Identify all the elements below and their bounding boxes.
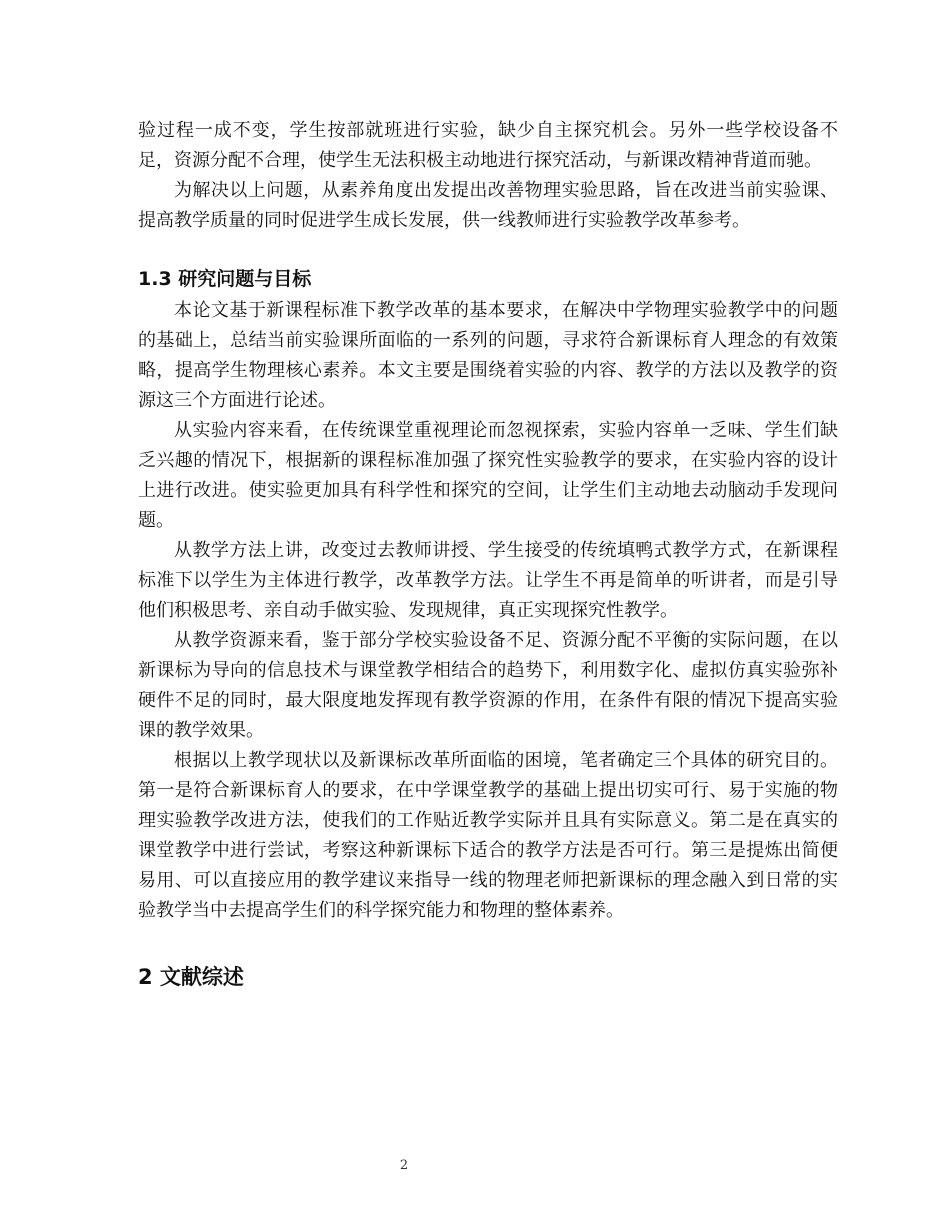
section-1-3-paragraph-5: 根据以上教学现状以及新课标改革所面临的困境，笔者确定三个具体的研究目的。第一是符合新课标育人的要求，在中学课堂教学的基础上提出切实可行、易于实施的物理实验教学改进方法，使我们的工作贴近教学实际并且具有实际意义。第二是在真实的课堂教学中进行尝试，考察这种新课标下适合的教学方法是否可行。第三是提炼出简便易用、可以直接应用的教学建议来指导一线的物理老师把新课标的理念融入到日常的实验教学当中去提高学生们的科学探究能力和物理的整体素养。 [138, 750, 838, 921]
section-heading-2: 2 文献综述 [138, 965, 244, 989]
intro-paragraph-2: 为解决以上问题，从素养角度出发提出改善物理实验思路，旨在改进当前实验课、提高教学质量的同时促进学生成长发展，供一线教师进行实验教学改革参考。 [138, 180, 838, 231]
section-heading-1-3: 1.3 研究问题与目标 [138, 268, 312, 290]
document-body [138, 116, 838, 992]
page-number: 2 [399, 1158, 409, 1173]
section-1-3-paragraph-3: 从教学方法上讲，改变过去教师讲授、学生接受的传统填鸭式教学方式，在新课程标准下以学生为主体进行教学，改革教学方法。让学生不再是简单的听讲者，而是引导他们积极思考、亲自动手做实验、发现规律，真正实现探究性教学。 [138, 540, 838, 621]
section-1-3-paragraph-4: 从教学资源来看，鉴于部分学校实验设备不足、资源分配不平衡的实际问题，在以新课标为导向的信息技术与课堂教学相结合的趋势下，利用数字化、虚拟仿真实验弥补硬件不足的同时，最大限度地发挥现有教学资源的作用，在条件有限的情况下提高实验课的教学效果。 [138, 630, 838, 741]
section-1-3-paragraph-1: 本论文基于新课程标准下教学改革的基本要求，在解决中学物理实验教学中的问题的基础上，总结当前实验课所面临的一系列的问题，寻求符合新课标育人理念的有效策略，提高学生物理核心素养。本文主要是围绕着实验的内容、教学的方法以及教学的资源这三个方面进行论述。 [138, 300, 838, 411]
intro-paragraph-1: 验过程一成不变，学生按部就班进行实验，缺少自主探究机会。另外一些学校设备不足，资源分配不合理，使学生无法积极主动地进行探究活动，与新课改精神背道而驰。 [138, 120, 838, 171]
section-1-3-paragraph-2: 从实验内容来看，在传统课堂重视理论而忽视探索，实验内容单一乏味、学生们缺乏兴趣的情况下，根据新的课程标准加强了探究性实验教学的要求，在实验内容的设计上进行改进。使实验更加具有科学性和探究的空间，让学生们主动地去动脑动手发现问题。 [138, 420, 838, 531]
